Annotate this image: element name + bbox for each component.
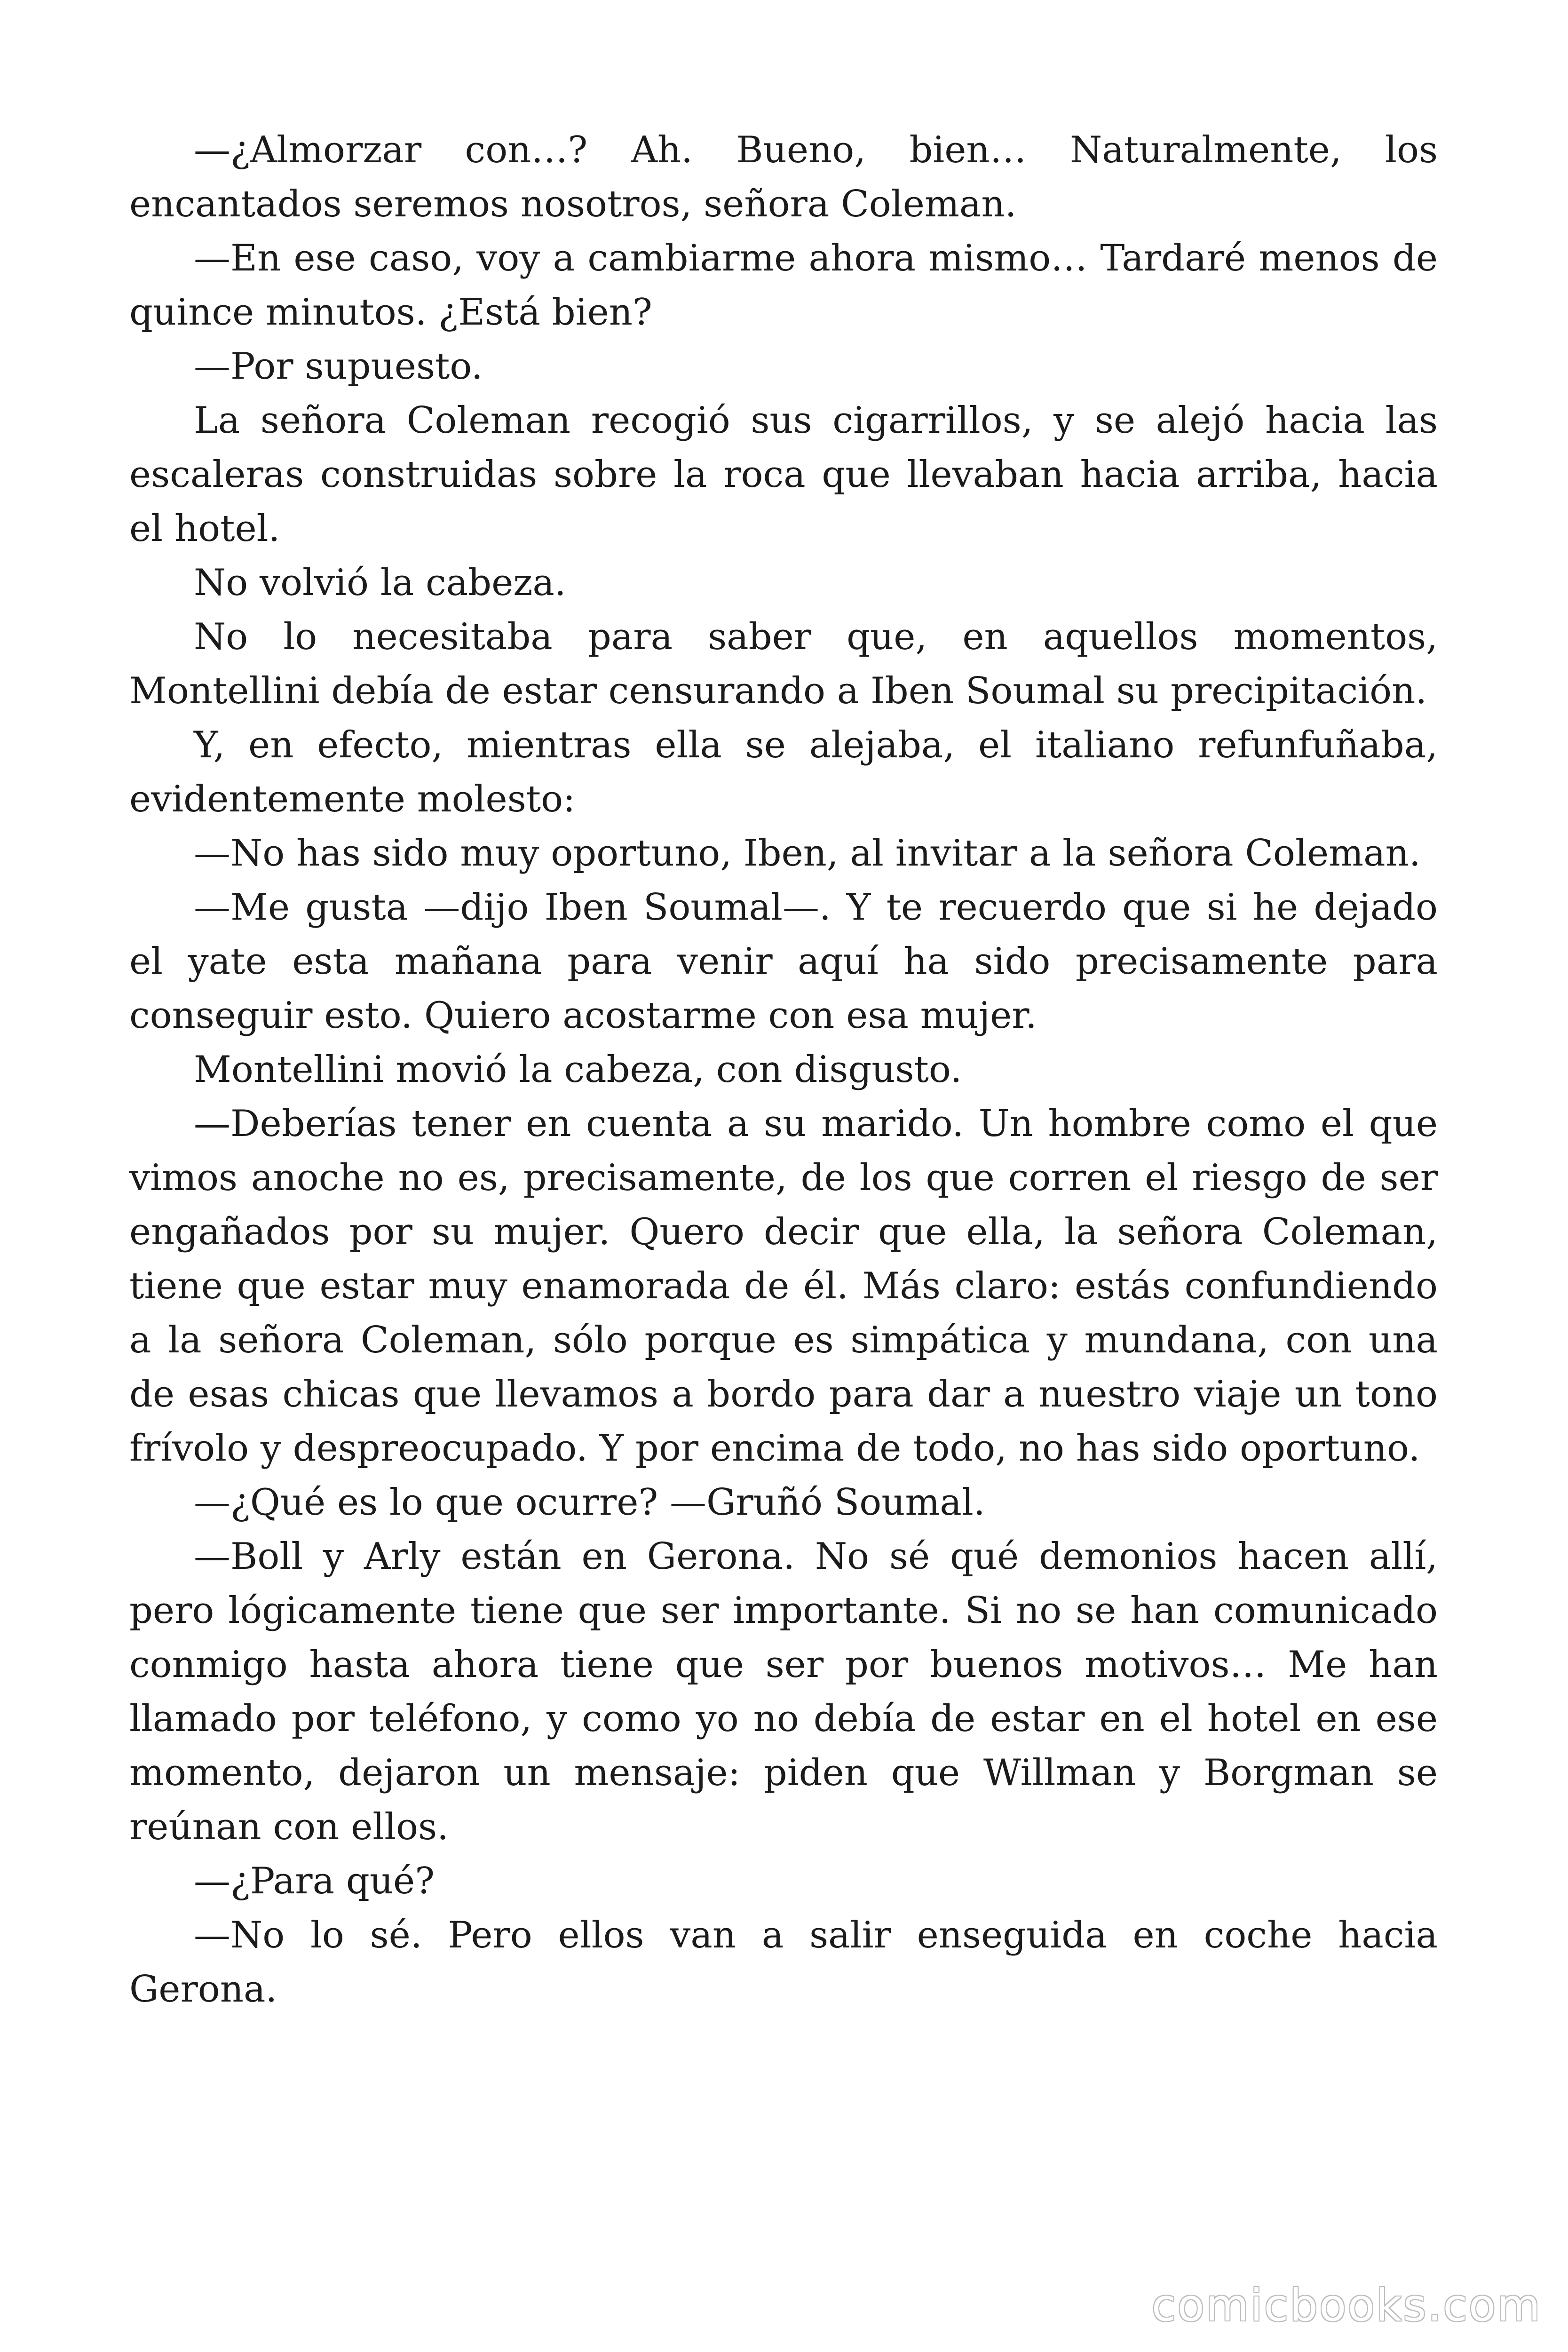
paragraph: No lo necesitaba para saber que, en aquellos momentos, Montellini debía de estar censurando a Iben Soumal su precipitación.: [129, 616, 1438, 712]
paragraph: Y, en efecto, mientras ella se alejaba, el italiano refunfuñaba, evidentemente molesto:: [129, 724, 1438, 820]
paragraph: —¿Qué es lo que ocurre? —Gruñó Soumal.: [194, 1481, 985, 1524]
paragraph: No volvió la cabeza.: [194, 562, 566, 604]
paragraph: —Por supuesto.: [194, 345, 483, 388]
paragraph: —¿Almorzar con…? Ah. Bueno, bien… Naturalmente, los encantados seremos nosotros, señora Coleman.: [129, 129, 1438, 225]
paragraph: La señora Coleman recogió sus cigarrillos, y se alejó hacia las escaleras construidas sobre la roca que llevaban hacia arriba, hacia el hotel.: [129, 399, 1438, 550]
paragraph: —No lo sé. Pero ellos van a salir enseguida en coche hacia Gerona.: [129, 1914, 1438, 2010]
paragraph: —¿Para qué?: [194, 1860, 435, 1902]
paragraph: —Deberías tener en cuenta a su marido. Un hombre como el que vimos anoche no es, precisamente, de los que corren el riesgo de ser engañados por su mujer. Quero decir que ella, la señora Coleman, tiene que estar muy enamorada de él. Más claro: estás confundiendo a la señora Coleman, sólo porque es simpática y mundana, con una de esas chicas que llevamos a bordo para dar a nuestro viaje un tono frívolo y despreocupado. Y por encima de todo, no has sido oportuno.: [129, 1103, 1438, 1470]
page-body: [129, 123, 1438, 2017]
paragraph: Montellini movió la cabeza, con disgusto.: [194, 1049, 962, 1091]
paragraph: —En ese caso, voy a cambiarme ahora mismo… Tardaré menos de quince minutos. ¿Está bien?: [129, 237, 1438, 334]
paragraph: —Me gusta —dijo Iben Soumal—. Y te recuerdo que si he dejado el yate esta mañana para venir aquí ha sido precisamente para conseguir esto. Quiero acostarme con esa mujer.: [129, 886, 1438, 1037]
watermark: comicbooks.com: [1151, 2280, 1542, 2331]
paragraph: —Boll y Arly están en Gerona. No sé qué demonios hacen allí, pero lógicamente tiene que ser importante. Si no se han comunicado conmigo hasta ahora tiene que ser por buenos motivos… Me han llamado por teléfono, y como yo no debía de estar en el hotel en ese momento, dejaron un mensaje: piden que Willman y Borgman se reúnan con ellos.: [129, 1535, 1438, 1848]
paragraph: —No has sido muy oportuno, Iben, al invitar a la señora Coleman.: [194, 832, 1421, 874]
